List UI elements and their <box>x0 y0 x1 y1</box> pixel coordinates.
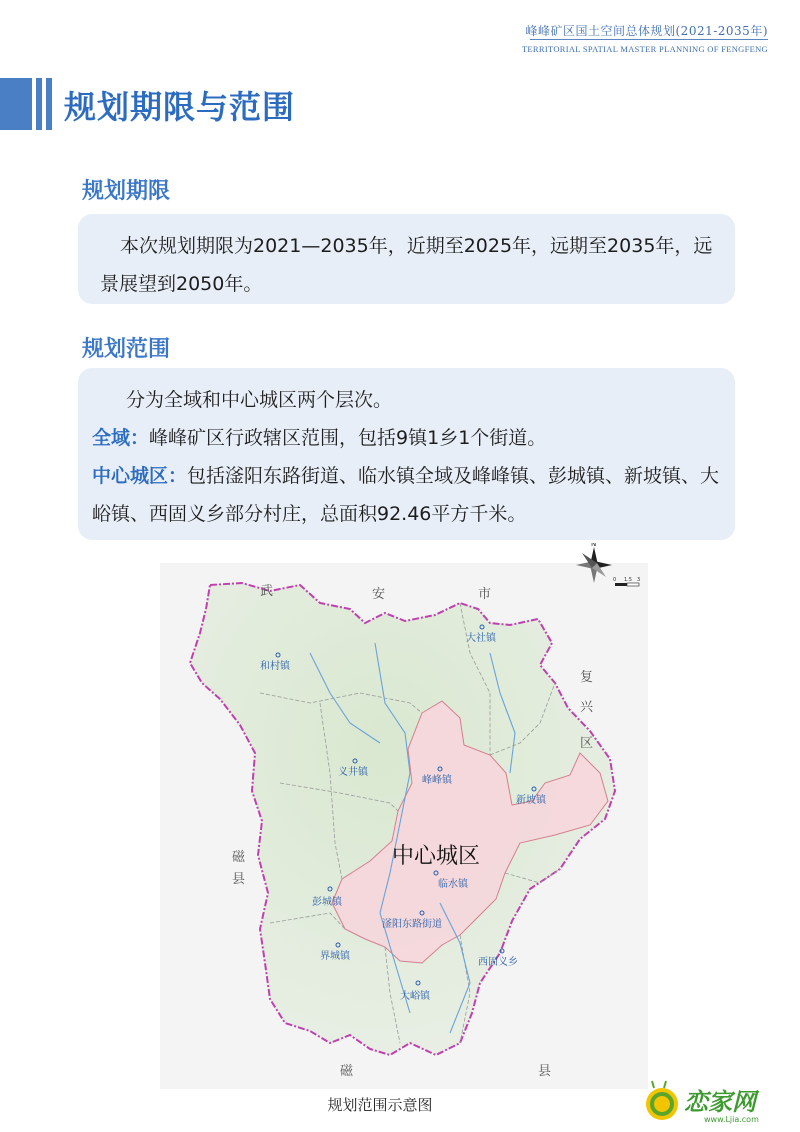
town-label: 界城镇 <box>320 951 350 962</box>
scope-center-label: 中心城区： <box>92 465 188 487</box>
town-label: 和村镇 <box>260 661 290 672</box>
scope-heading: 规划范围 <box>82 337 171 362</box>
period-text: 本次规划期限为2021—2035年，近期至2025年，远期至2035年，远景展望到2050年。 <box>100 235 713 295</box>
scope-whole-text: 峰峰矿区行政辖区范围，包括9镇1乡1个街道。 <box>149 427 547 449</box>
header-divider <box>530 39 768 40</box>
neighbor-label: 磁 <box>232 850 246 865</box>
scope-whole-line <box>92 419 725 457</box>
watermark-text: 恋家网 <box>684 1088 756 1116</box>
town-label: 大社镇 <box>466 633 496 644</box>
neighbor-label: 县 <box>232 872 246 887</box>
town-label: 临水镇 <box>438 879 468 890</box>
watermark-logo <box>642 1080 782 1124</box>
scope-center-text: 包括滏阳东路街道、临水镇全域及峰峰镇、彭城镇、新坡镇、大峪镇、西固义乡部分村庄，总面积92.46平方千米。 <box>92 465 720 525</box>
neighbor-label: 县 <box>538 1064 552 1079</box>
town-label: 滏阳东路街道 <box>382 919 442 930</box>
scale-tick: 0 <box>613 577 617 583</box>
header-cn-title: 峰峰矿区国土空间总体规划(2021-2035年) <box>525 24 768 38</box>
scale-tick: 1.5 <box>624 577 632 583</box>
title-decoration-bars <box>0 78 60 130</box>
header-en-title: TERRITORIAL SPATIAL MASTER PLANNING OF FENGFENG <box>521 44 768 54</box>
neighbor-label: 武 <box>260 584 274 599</box>
town-label: 峰峰镇 <box>422 775 452 786</box>
page-title: 规划期限与范围 <box>64 88 296 126</box>
watermark-url: www.Ljia.com <box>704 1115 759 1124</box>
period-panel <box>78 214 735 304</box>
map-caption: 规划范围示意图 <box>327 1096 433 1114</box>
map-svg <box>160 543 648 1089</box>
neighbor-label: 复 <box>580 670 594 685</box>
compass-letter: N <box>591 543 597 548</box>
town-label: 彭城镇 <box>312 897 342 908</box>
neighbor-label: 兴 <box>580 700 594 715</box>
neighbor-label: 磁 <box>340 1064 354 1079</box>
town-label: 新坡镇 <box>516 795 546 806</box>
town-label: 西固义乡 <box>478 957 518 968</box>
scope-map <box>160 543 648 1089</box>
central-area-label: 中心城区 <box>392 844 481 869</box>
document-header <box>522 22 768 54</box>
scope-panel <box>78 368 735 540</box>
scope-whole-label: 全域： <box>92 427 150 449</box>
neighbor-label: 安 <box>372 587 386 602</box>
scale-tick: 3 <box>637 577 641 583</box>
town-label: 大峪镇 <box>400 991 430 1002</box>
neighbor-label: 区 <box>580 736 594 751</box>
scope-intro: 分为全域和中心城区两个层次。 <box>126 389 393 411</box>
period-heading: 规划期限 <box>82 179 171 204</box>
town-label: 义井镇 <box>338 767 368 778</box>
neighbor-label: 市 <box>478 587 492 602</box>
scope-center-line <box>92 457 725 533</box>
